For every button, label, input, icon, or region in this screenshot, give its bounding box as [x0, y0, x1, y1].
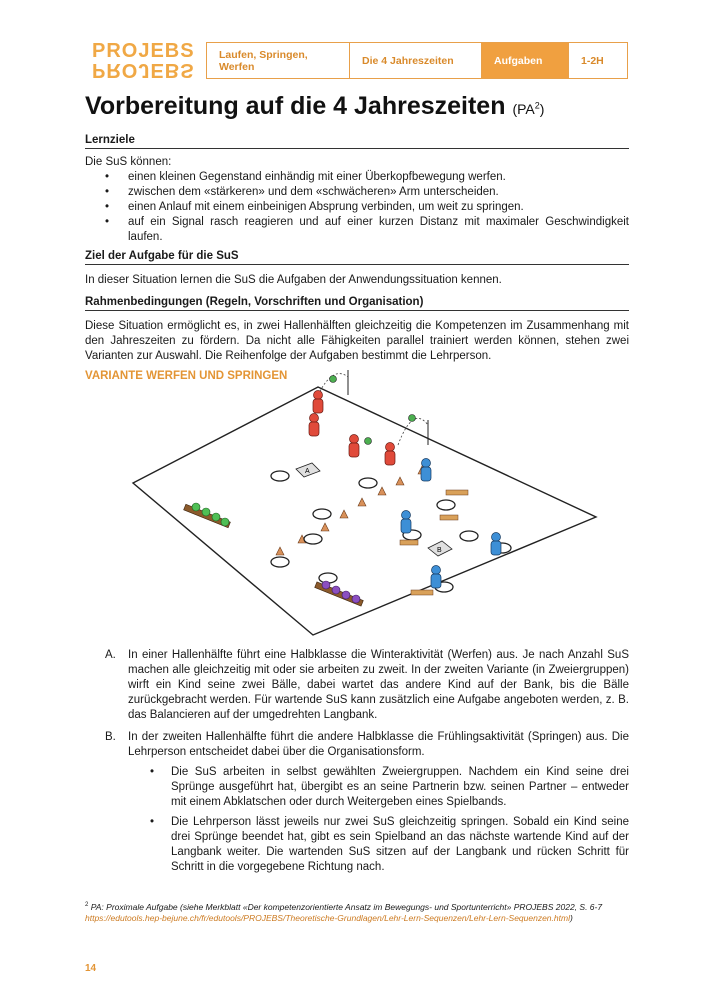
tab-laufen-springen-werfen[interactable]: Laufen, Springen, Werfen — [207, 43, 350, 78]
footnote-text: PA: Proximale Aufgabe (siehe Merkblatt «Der kompetenzorientierte Ansatz im Bewegungs- und Sportunterricht» PROJEBS 2022, S. 6-7 — [90, 901, 603, 912]
footnote-number: 2 — [85, 902, 89, 908]
list-item: • Die Lehrperson lässt jeweils nur zwei SuS gleichzeitig springen. Sobald ein Kind seine drei Sprünge beendet hat, gibt es sein Spielband an das nächste wartende Kind auf der Langbank weiter. Die wartenden SuS sitzen auf der Langbank und rücken Schritt für Schritt in die vorgegebene Richtung nach. — [128, 815, 629, 875]
logo-text: PROJEBS — [92, 40, 195, 62]
page-title — [85, 92, 544, 121]
lernziele-list — [85, 170, 629, 245]
page-title-main: Vorbereitung auf die 4 Jahreszeiten — [85, 92, 506, 120]
tab-aufgaben[interactable]: Aufgaben — [482, 43, 569, 78]
step-marker: A. — [105, 649, 116, 661]
zone-b-label: B — [437, 547, 442, 554]
logo-text-mirrored: PROJEBS — [92, 59, 195, 81]
step-marker: B. — [105, 731, 116, 743]
list-item: • einen Anlauf mit einem einbeinigen Absprung verbinden, um weit zu springen. — [85, 200, 629, 215]
step-b-sublist — [128, 765, 629, 875]
list-item: • zwischen dem «stärkeren» und dem «schwächeren» Arm unterscheiden. — [85, 185, 629, 200]
gym-hall-illustration — [128, 365, 598, 640]
breadcrumb-tabs — [206, 42, 628, 79]
page-title-suffix: $(PA^2)$ — [512, 100, 545, 117]
step-a — [85, 648, 629, 723]
lernziele-intro: Die SuS können: — [85, 156, 172, 168]
step-b — [85, 730, 629, 875]
step-text: In einer Hallenhälfte führt eine Halbklasse die Winteraktivität (Werfen) aus. Je nach Anzahl SuS machen alle gleichzeitig mit oder sie arbeiten zu zweit. In der zweiten Variante (in Zweiergruppen) wirft ein Kind seine zwei Bälle, dabei wartet das andere Kind auf der Bank, bis die Bälle zurückgebracht werden. Für wartende SuS kann zusätzlich eine Aufgabe angeboten werden, z. B. das Balancieren auf der umgedrehten Langbank. — [128, 649, 629, 721]
ball — [365, 438, 372, 445]
rahmen-heading: Rahmenbedingungen (Regeln, Vorschriften und Organisation) — [85, 296, 629, 311]
footnote: $^2$ PA: Proximale Aufgabe (siehe Merkblatt «Der kompetenzorientierte Ansatz im Bewegungs- und Sportunterricht» PROJEBS 2022, S. 6-7 https://edutools.hep-bejune.ch/fr/edutools/PROJEBS/Theoretische-Grundlagen/Lehr-Lern-Sequenzen/Lehr-Lern-Sequenzen.html) — [85, 901, 603, 924]
ziel-heading: Ziel der Aufgabe für die SuS — [85, 250, 629, 265]
tab-die-4-jahreszeiten[interactable]: Die 4 Jahreszeiten — [350, 43, 482, 78]
step-text: In der zweiten Hallenhälfte führt die andere Halbklasse die Frühlingsaktivität (Springen) aus. Die Lehrperson entscheidet dabei über die Organisationsform. — [128, 731, 629, 758]
rahmen-text: Diese Situation ermöglicht es, in zwei Hallenhälften gleichzeitig die Kompetenzen im Zusammenhang mit den Jahreszeiten zu fördern. Da nicht alle Fähigkeiten parallel trainiert werden können, stehen zwei Varianten zur Auswahl. Die Reihenfolge der Aufgaben bestimmt die Lehrperson. — [85, 320, 629, 362]
page-number: 14 — [85, 963, 97, 974]
ball — [330, 376, 337, 383]
ball — [409, 415, 416, 422]
footnote-link[interactable]: https://edutools.hep-bejune.ch/fr/edutools/PROJEBS/Theoretische-Grundlagen/Lehr-Lern-Sequenzen/Lehr-Lern-Sequenzen.html — [85, 913, 570, 924]
ziel-text: In dieser Situation lernen die SuS die Aufgaben der Anwendungssituation kennen. — [85, 274, 502, 286]
variant-title: VARIANTE WERFEN UND SPRINGEN — [85, 370, 288, 382]
list-item: • Die SuS arbeiten in selbst gewählten Zweiergruppen. Nachdem ein Kind seine drei Sprünge ausgeführt hat, übergibt es an seine Partnerin bzw. seinen Partner – entweder mit einem Abklatschen oder durch Weitergeben eines Spielbands. — [128, 765, 629, 810]
list-item: • auf ein Signal rasch reagieren und auf einer kurzen Distanz mit maximaler Geschwindigkeit laufen. — [85, 215, 629, 245]
projebs-logo — [92, 40, 195, 81]
lernziele-heading: Lernziele — [85, 134, 629, 149]
zone-a-label: A — [305, 468, 310, 475]
steps-list — [85, 648, 629, 882]
list-item: • einen kleinen Gegenstand einhändig mit einer Überkopfbewegung werfen. — [85, 170, 629, 185]
tab-1-2h[interactable]: 1-2H — [581, 54, 604, 67]
